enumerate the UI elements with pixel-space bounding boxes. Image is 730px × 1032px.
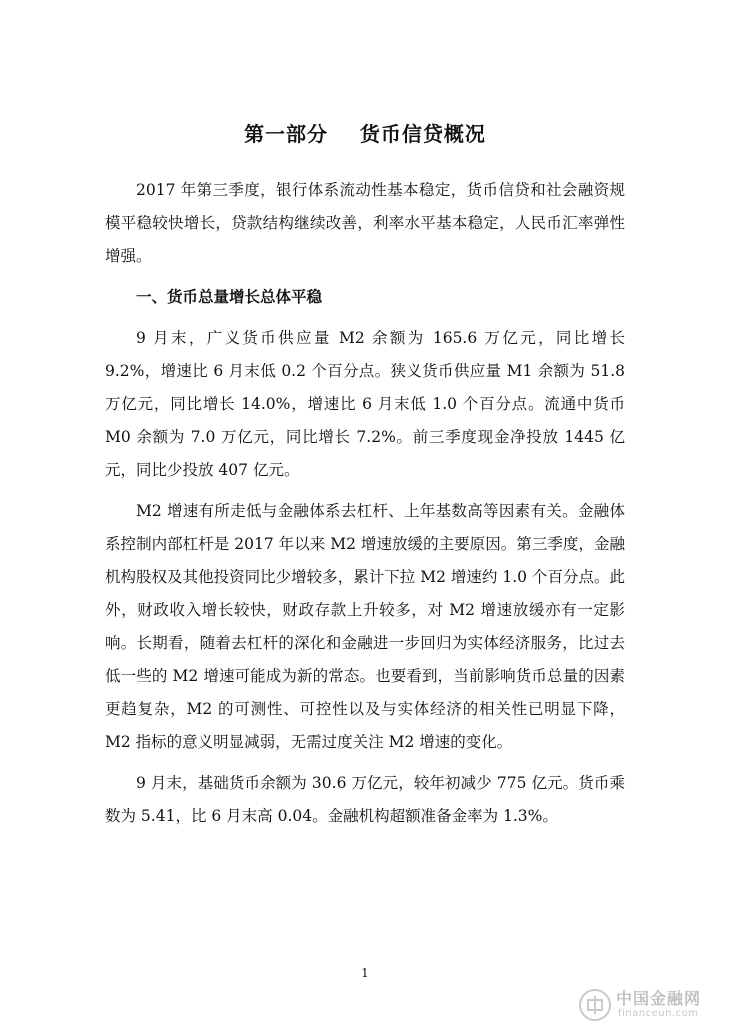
intro-paragraph: 2017 年第三季度，银行体系流动性基本稳定，货币信贷和社会融资规模平稳较快增长，贷款结构继续改善，利率水平基本稳定，人民币汇率弹性增强。 <box>105 181 625 265</box>
paragraph-m2-supply: 9 月末，广义货币供应量 M2 余额为 165.6 万亿元，同比增长 9.2%，增速比 6 月末低 0.2 个百分点。狭义货币供应量 M1 余额为 51.8 万亿元，同比增长 14.0%，增速比 6 月末低 1.0 个百分点。流通中货币 M0 余额为 7.0 万亿元，同比增长 7.2%。前三季度现金净投放 1445 亿元，同比少投放 407 亿元。 <box>105 329 625 479</box>
paragraph-m2-analysis: M2 增速有所走低与金融体系去杠杆、上年基数高等因素有关。金融体系控制内部杠杆是 2017 年以来 M2 增速放缓的主要原因。第三季度，金融机构股权及其他投资同比少增较多，累计下拉 M2 增速约 1.0 个百分点。此外，财政收入增长较快，财政存款上升较多，对 M2 增速放缓亦有一定影响。长期看，随着去杠杆的深化和金融进一步回归为实体经济服务，比过去低一些的 M2 增速可能成为新的常态。也要看到，当前影响货币总量的因素更趋复杂，M2 的可测性、可控性以及与实体经济的相关性已明显下降，M2 指标的意义明显减弱，无需过度关注 M2 增速的变化。 <box>105 502 625 751</box>
paragraph-base-money: 9 月末，基础货币余额为 30.6 万亿元，较年初减少 775 亿元。货币乘数为 5.41，比 6 月末高 0.04。金融机构超额准备金率为 1.3%。 <box>105 774 625 825</box>
watermark <box>578 986 718 1026</box>
section-heading: 一、货币总量增长总体平稳 <box>136 288 323 306</box>
watermark-logo-icon <box>578 988 612 1022</box>
page-title: 第一部分 货币信贷概况 <box>244 122 486 146</box>
page-number: 1 <box>361 966 369 980</box>
document-body <box>105 174 625 841</box>
watermark-name-cn: 中国金融网 <box>616 989 702 1008</box>
watermark-name-en: financeun.com <box>618 1008 699 1019</box>
